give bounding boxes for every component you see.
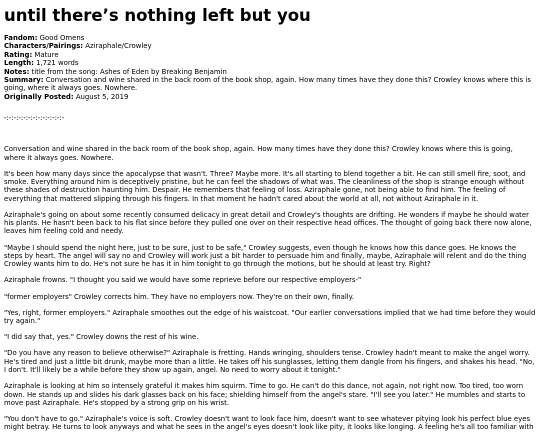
meta-label: Notes: — [4, 67, 30, 76]
story-paragraph: "You don't have to go." Aziraphale's voice is soft. Crowley doesn't want to look face him, doesn't want to see whatever pitying look his perfect blue eyes might betray. He turns to look anyways and what he sees in the angel's eyes doesn't look like pity, it looks like longing. A feeling he's all too familiar with — [4, 414, 534, 432]
meta-characters — [4, 42, 536, 50]
story-paragraph: Aziraphale is looking at him so intensely grateful it makes him squirm. Time to go. He can't do this dance, not again, not right now. Too tired, too worn down. He stands up and slides his dark glasses back on his face; shielding himself from the angel's stare. "I'll see you later." He mumbles and starts to move past Aziraphale. He's stopped by a strong grip on his wrist. — [4, 382, 526, 407]
story-paragraph: "I did say that, yes." Crowley downs the rest of his wine. — [4, 333, 199, 342]
meta-value: title from the song: Ashes of Eden by Breaking Benjamin — [31, 67, 227, 76]
story-paragraph: "former employers" Crowley corrects him. They have no employers now. They're on their own, finally. — [4, 292, 354, 301]
story-paragraph: "Yes, right, former employers." Aziraphale smoothes out the edge of his waistcoat. "Our earlier conversations implied that we had time before they would try again." — [4, 308, 536, 326]
meta-label: Characters/Pairings: — [4, 42, 84, 51]
story-paragraph: Aziraphale's going on about some recently consumed delicacy in great detail and Crowley's thoughts are drifting. He wonders if maybe he should water his plants. He hasn't been back to his flat since before they pulled one over on their respective head offices. The thought of going back there now alone, leaves him feeling cold and needy. — [4, 210, 532, 236]
meta-label: Summary: — [4, 76, 44, 85]
meta-value: August 5, 2019 — [75, 92, 129, 101]
meta-length — [4, 59, 536, 67]
section-divider: -:-:-:-:-:-:-:-:-:-:-:-:- — [4, 114, 65, 123]
meta-value: Mature — [34, 50, 59, 59]
story-paragraph: "Do you have any reason to believe otherwise?" Aziraphale is fretting. Hands wringing, shoulders tense. Crowley hadn't meant to make the angel worry. He's tired and just a little bit drunk, maybe more than a little. He takes off his sunglasses, letting them dangle from his fingers, and shakes his head. "No, I don't. It'll likely be a while before they show up again, angel. No need to worry about it tonight." — [4, 349, 535, 375]
story-paragraph: Conversation and wine shared in the back room of the book shop, again. How many times have they done this? Crowley knows where this is going, where it always goes. Nowhere. — [4, 145, 513, 162]
story-title: until there’s nothing left but you — [4, 6, 311, 25]
meta-value: 1,721 words — [36, 59, 79, 68]
meta-summary — [4, 76, 536, 93]
meta-rating — [4, 51, 536, 59]
meta-value: Conversation and wine shared in the back room of the book shop, again. How many times have they done this? Crowley knows where this is going, where it always goes. Nowhere. — [4, 76, 531, 93]
story-body — [4, 145, 536, 431]
story-paragraph: Aziraphale frowns. "I thought you said we would have some reprieve before our respective employers-" — [4, 276, 362, 285]
meta-label: Fandom: — [4, 34, 38, 42]
meta-label: Rating: — [4, 50, 33, 59]
story-paragraph: It's been how many days since the apocalypse that wasn't. Three? Maybe more. It's all starting to blend together a bit. He can still smell fire, soot, and smoke. Everything around him is deceptively pristine, but he can feel the shadows of what was. The cleanliness of the shop is strange enough without these shades of destruction haunting him. Despair. He remembers that feeling of loss. Aziraphale gone, not being able to find him. The feeling of everything that mattered slipping through his fingers. In that moment he hadn't cared about the world at all, not without Aziraphale in it. — [4, 169, 526, 203]
meta-value: Aziraphale/Crowley — [85, 42, 152, 51]
story-paragraph: "Maybe I should spend the night here, just to be sure, just to be safe," Crowley suggests, even though he knows how this dance goes. He knows the steps by heart. The angel will say no and Crowley will work just a bit harder to persuade him and finally, maybe, Aziraphale will relent and do the thing Crowley wants him to do. He's not sure he has it in him tonight to go through the motions, but he should at least try. Right? — [4, 243, 527, 269]
story-metadata — [4, 34, 536, 101]
meta-label: Length: — [4, 59, 34, 68]
meta-value: Good Omens — [39, 34, 85, 42]
meta-notes — [4, 68, 536, 76]
meta-label: Originally Posted: — [4, 92, 74, 101]
meta-fandom — [4, 34, 536, 42]
meta-originally-posted — [4, 93, 536, 101]
